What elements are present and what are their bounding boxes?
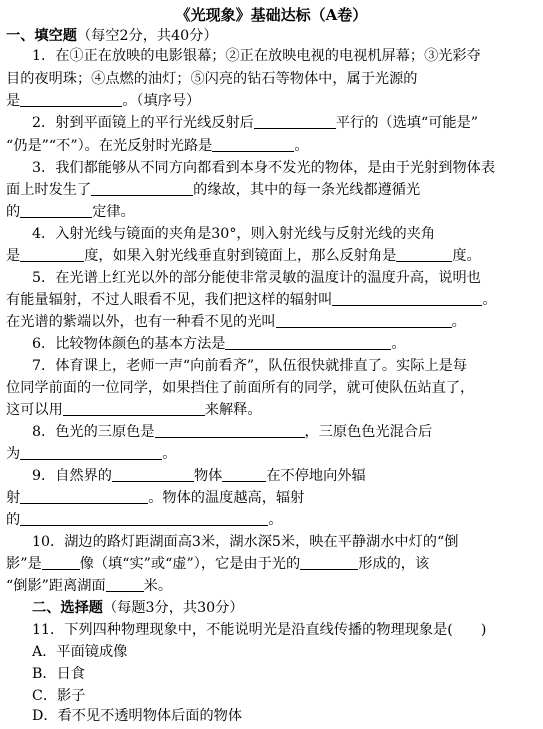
section-title: 二、选择题 [32,600,103,616]
text-fragment: 在光谱的紫端以外，也有一种看不见的光叫 [6,314,276,330]
answer-blank[interactable] [20,488,148,504]
text-fragment: 米。 [143,578,173,594]
answer-blank[interactable] [254,113,336,129]
text-fragment: 物体 [193,468,223,484]
section-heading-fill-blank [6,26,539,48]
text-fragment: 度，如果入射光线垂直射到镜面上，那么反射角是 [84,248,397,264]
question-6-line-1 [6,334,539,356]
answer-blank[interactable] [63,400,205,416]
section-note: （每空2分，共40分） [76,28,218,44]
text-fragment: 是 [6,248,21,264]
question-10-line-1: 10．湖边的路灯距湖面高3米，湖水深5米，映在平静湖水中灯的“倒 [32,534,459,550]
text-fragment: “仍是”“不”）。在光反射时光路是 [6,138,213,154]
question-3-line-1: 3．我们都能够从不同方向都看到本身不发光的物体，是由于光射到物体表 [32,160,496,176]
question-2-line-2 [6,136,539,158]
text-fragment: 9．自然界的 [32,468,112,484]
question-10-line-2 [6,554,539,576]
question-5-line-3 [6,312,539,334]
section-heading-multiple-choice [6,598,539,620]
question-5-line-1: 5．在光谱上红光以外的部分能使非常灵敏的温度计的温度升高，说明也 [32,270,481,286]
text-fragment: 的 [6,204,21,220]
text-fragment: 。 [268,512,283,528]
answer-blank[interactable] [91,180,193,196]
text-fragment: 11．下列四种物理现象中，不能说明光是沿直线传播的物理现象是( [32,622,453,638]
question-11-stem [6,620,539,642]
answer-blank[interactable] [225,334,391,350]
question-3-line-3 [6,202,539,224]
question-3-line-2 [6,180,539,202]
text-fragment: 6．比较物体颜色的基本方法是 [32,336,226,352]
text-fragment: 面上时发生了 [6,182,92,198]
option-c[interactable]: C．影子 [32,688,86,704]
option-b[interactable]: B．日食 [32,666,85,682]
option-d[interactable]: D．看不见不透明物体后面的物体 [32,708,243,724]
text-fragment: 为 [6,446,21,462]
page-title: 《光现象》基础达标（A卷） [175,6,368,24]
text-fragment: 有能量辐射，不过人眼看不见，我们把这样的辐射叫 [6,292,333,308]
text-fragment: 8．色光的三原色是 [32,424,155,440]
text-fragment: 射 [6,490,21,506]
question-8-line-2 [6,444,539,466]
section-title: 一、填空题 [6,28,77,44]
question-8-line-1 [6,422,539,444]
section-note: （每题3分，共30分） [102,600,244,616]
option-a[interactable]: A．平面镜成像 [32,644,128,660]
answer-blank[interactable] [212,136,294,152]
text-fragment: 定律。 [92,204,135,220]
text-fragment: 2．射到平面镜上的平行光线反射后 [32,115,254,131]
answer-blank[interactable] [106,576,144,592]
text-fragment: 。（填序号） [122,93,201,109]
question-5-line-2 [6,290,539,312]
text-fragment: 的 [6,512,21,528]
answer-blank[interactable] [42,554,80,570]
question-7-line-2: 位同学前面的一位同学，如果挡住了前面所有的同学，就可使队伍站直了， [6,380,475,396]
question-4-line-2 [6,246,539,268]
answer-blank[interactable] [20,91,122,107]
question-2-line-1 [6,113,539,135]
text-fragment: 平行的（选填“可能是” [335,115,479,131]
text-fragment: “倒影”距离湖面 [6,578,106,594]
answer-blank[interactable] [112,466,194,482]
question-1-line-2: 目的夜明珠；④点燃的油灯；⑤闪亮的钻石等物体中，属于光源的 [6,71,418,87]
answer-blank[interactable] [300,554,358,570]
text-fragment: 。 [294,138,309,154]
question-10-line-3 [6,576,539,598]
text-fragment: 在不停地向外辐 [266,468,366,484]
text-fragment: 。 [162,446,177,462]
question-1-line-3 [6,91,539,113]
question-4-line-1: 4．入射光线与镜面的夹角是30°，则入射光线与反射光线的夹角 [32,226,436,242]
answer-blank[interactable] [20,202,92,218]
answer-blank[interactable] [20,444,162,460]
text-fragment: 影”是 [6,556,42,572]
question-9-line-2 [6,488,539,510]
text-fragment: 的缘故，其中的每一条光线都遵循光 [193,182,421,198]
answer-blank[interactable] [276,312,452,328]
answer-blank[interactable] [396,246,452,262]
question-1-line-1: 1．在①正在放映的电影银幕；②正在放映电视的电视机屏幕；③光彩夺 [32,48,481,64]
question-9-line-1 [6,466,539,488]
question-7-line-1: 7．体育课上，老师一声“向前看齐”，队伍很快就排直了。实际上是每 [32,358,467,374]
text-fragment: 是 [6,93,21,109]
text-fragment: 来解释。 [204,402,262,418]
text-fragment: 。物体的温度越高，辐射 [148,490,305,506]
answer-blank[interactable] [20,246,84,262]
question-9-line-3 [6,510,539,532]
question-7-line-3 [6,400,539,422]
answer-blank[interactable] [332,290,482,306]
text-fragment: 。 [391,336,406,352]
text-fragment: ) [480,622,487,638]
text-fragment: 度。 [452,248,481,264]
text-fragment: 形成的，该 [358,556,430,572]
text-fragment: 。 [482,292,497,308]
answer-blank[interactable] [155,422,305,438]
text-fragment: ，三原色色光混合后 [304,424,433,440]
text-fragment: 这可以用 [6,402,63,418]
answer-blank[interactable] [20,510,268,526]
text-fragment: 。 [451,314,466,330]
text-fragment: 像（填“实”或“虚”），它是由于光的 [79,556,301,572]
answer-blank[interactable] [222,466,266,482]
